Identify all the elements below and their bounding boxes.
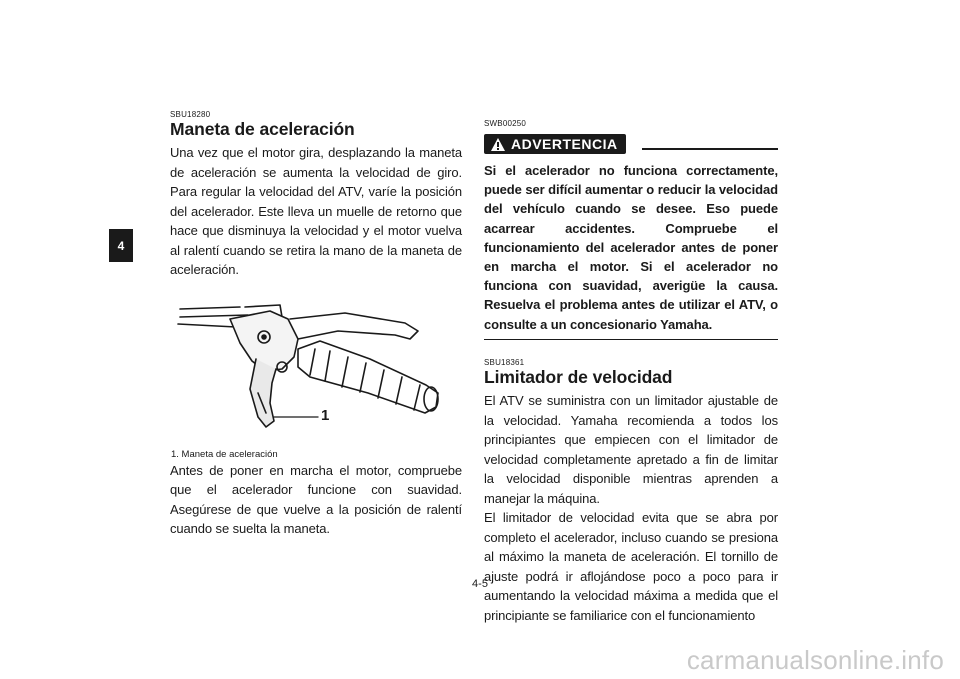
warning-rule [642,148,778,150]
throttle-lever-figure [170,297,462,442]
body-paragraph: El limitador de velocidad evita que se abra por completo el acelerador, incluso cuando se presiona al máximo la maneta de aceleración. El tornillo de ajuste podrá ir aflojándose poco a poco para ir aumentando la velocidad máxima a medida que el principiante se familiarice con el funcionamiento [484,510,778,623]
left-column [170,110,462,539]
warning-end-rule [484,339,778,341]
warning-label: ADVERTENCIA [511,136,618,152]
figure-callout-number: 1 [321,406,330,424]
section-title: Maneta de aceleración [170,119,355,139]
throttle-lever-illustration [170,297,462,442]
warning-code: SWB00250 [484,119,527,128]
section-code: SBU18280 [170,110,211,119]
page-number: 4-5 [472,578,488,590]
warning-triangle-icon [490,137,506,152]
warning-text: Si el acelerador no funciona correctamente, puede ser difícil aumentar o reducir la velocidad del vehículo cuando se desee. Eso puede acarrear accidentes. Compruebe el funcionamiento del acelerador antes de poner en marcha el motor. Si el acelerador no funciona con suavidad, averigüe la causa. Resuelva el problema antes de utilizar el ATV, o consulte a un concesionario Yamaha. [484,163,778,332]
section-title: Limitador de velocidad [484,367,673,388]
warning-header [484,134,778,154]
right-column [484,119,778,625]
warning-badge [484,134,626,154]
figure-caption: 1. Maneta de aceleración [171,448,278,460]
body-paragraph: El ATV se suministra con un limitador ajustable de la velocidad. Yamaha recomienda a todos los principiantes que empiecen con el limitador de velocidad completamente apretado a fin de limitar la velocidad disponible mientras aprenden a manejar la máquina. [484,393,778,506]
watermark: carmanualsonline.info [686,645,944,675]
section-code: SBU18361 [484,358,525,368]
body-paragraph: Antes de poner en marcha el motor, compruebe que el acelerador funcione con suavidad. Asegúrese de que vuelve a la posición de ralentí cuando se suelta la maneta. [170,462,462,536]
body-paragraph: Una vez que el motor gira, desplazando la maneta de aceleración se aumenta la velocidad de giro. Para regular la velocidad del ATV, varíe la posición del acelerador. Este lleva un muelle de retorno que hace que disminuya la velocidad y el motor vuelva al ralentí cuando se retira la mano de la maneta de aceleración. [170,145,462,277]
chapter-tab: 4 [109,229,133,262]
